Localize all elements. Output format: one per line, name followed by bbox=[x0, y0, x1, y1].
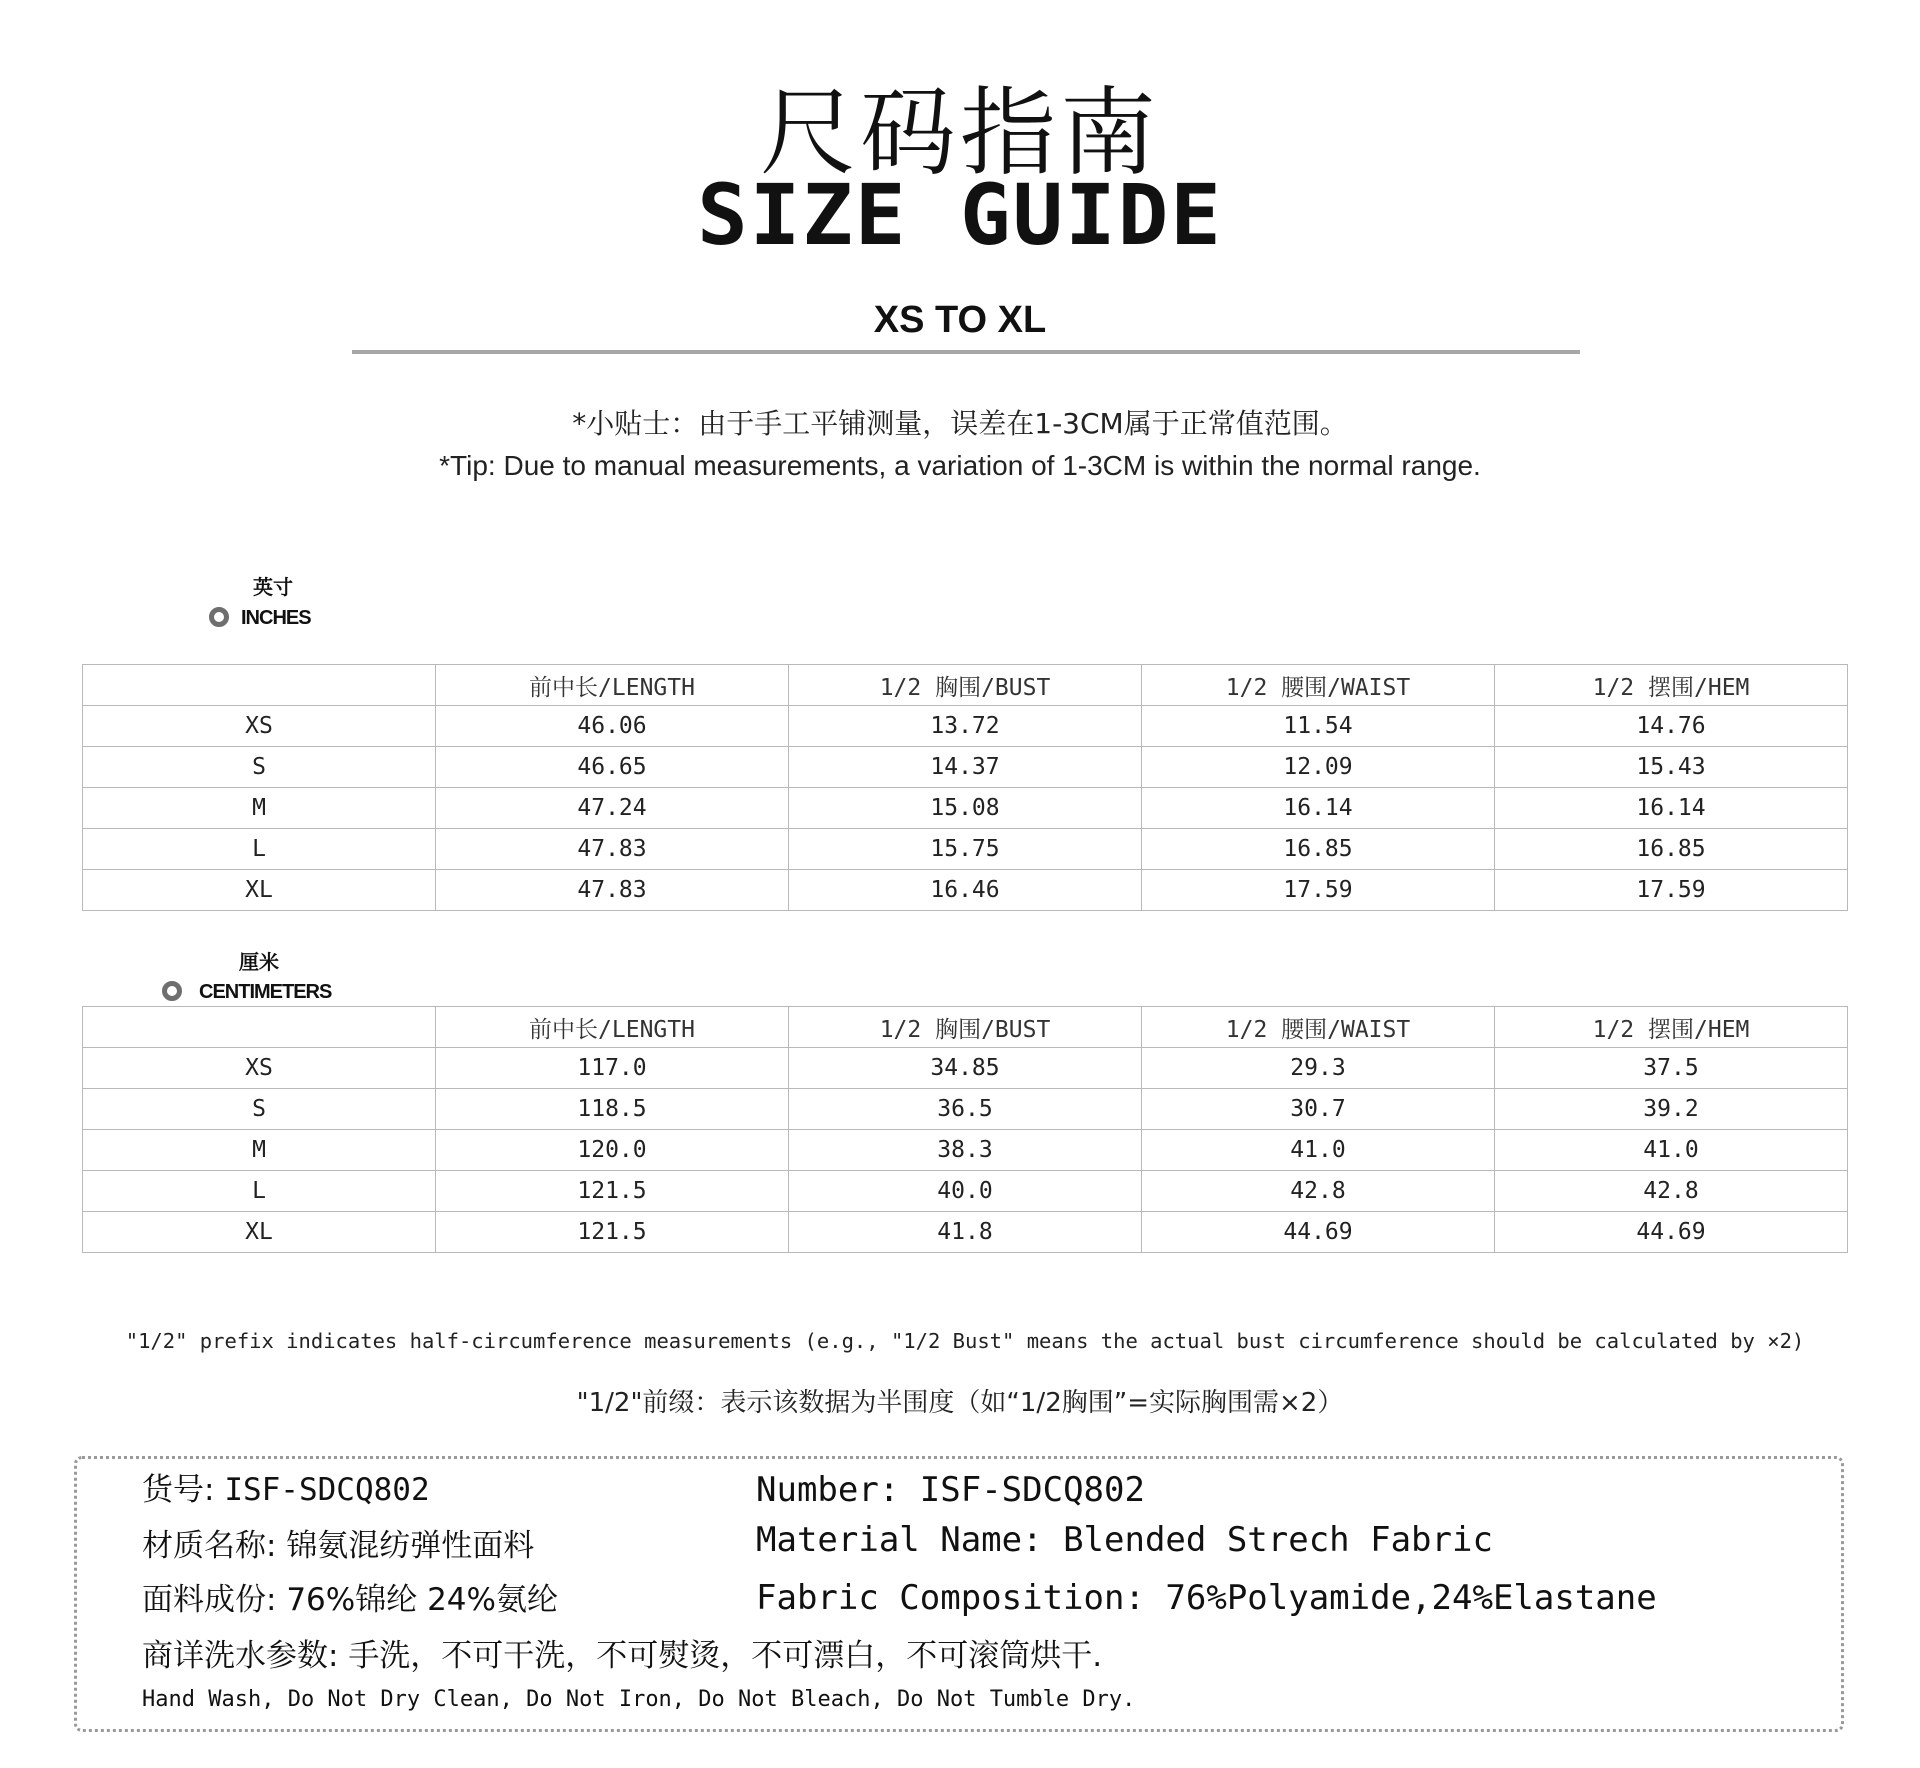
product-number-en-label: Number: bbox=[756, 1470, 900, 1510]
size-cell: XS bbox=[83, 706, 436, 747]
size-cell: L bbox=[83, 1171, 436, 1212]
fabric-composition-cn-value: 76%锦纶 24%氨纶 bbox=[286, 1582, 558, 1618]
size-cell: XL bbox=[83, 870, 436, 911]
half-measurement-note-chinese: "1/2"前缀：表示该数据为半围度（如“1/2胸围”=实际胸围需×2） bbox=[576, 1388, 1344, 1418]
length-cell: 117.0 bbox=[436, 1048, 789, 1089]
page-title-chinese: 尺码指南 bbox=[760, 77, 1160, 189]
bust-cell: 36.5 bbox=[789, 1089, 1142, 1130]
size-range-heading: XS TO XL bbox=[873, 299, 1047, 341]
waist-cell: 11.54 bbox=[1142, 706, 1495, 747]
bust-cell: 34.85 bbox=[789, 1048, 1142, 1089]
hem-cell: 42.8 bbox=[1495, 1171, 1848, 1212]
bust-cell: 41.8 bbox=[789, 1212, 1142, 1253]
hem-cell: 17.59 bbox=[1495, 870, 1848, 911]
waist-cell: 29.3 bbox=[1142, 1048, 1495, 1089]
centimeters-size-table bbox=[82, 1006, 1848, 1253]
bust-cell: 15.75 bbox=[789, 829, 1142, 870]
material-name-cn-label: 材质名称: bbox=[142, 1528, 277, 1564]
header-bust-cell: 1/2 胸围/BUST bbox=[789, 665, 1142, 706]
size-cell: M bbox=[83, 1130, 436, 1171]
fabric-composition-en bbox=[756, 1578, 1657, 1618]
care-instructions-cn bbox=[142, 1636, 1102, 1676]
hem-cell: 16.14 bbox=[1495, 788, 1848, 829]
hem-cell: 14.76 bbox=[1495, 706, 1848, 747]
size-cell: M bbox=[83, 788, 436, 829]
size-cell: L bbox=[83, 829, 436, 870]
product-number-cn-value: ISF-SDCQ802 bbox=[224, 1472, 430, 1508]
size-cell: S bbox=[83, 1089, 436, 1130]
header-bust-cell: 1/2 胸围/BUST bbox=[789, 1007, 1142, 1048]
table-row bbox=[83, 1130, 1848, 1171]
hem-cell: 37.5 bbox=[1495, 1048, 1848, 1089]
fabric-composition-cn-label: 面料成份: bbox=[142, 1582, 277, 1618]
waist-cell: 42.8 bbox=[1142, 1171, 1495, 1212]
waist-cell: 44.69 bbox=[1142, 1212, 1495, 1253]
header-waist-cell: 1/2 腰围/WAIST bbox=[1142, 1007, 1495, 1048]
hem-cell: 16.85 bbox=[1495, 829, 1848, 870]
product-number-cn-label: 货号: bbox=[142, 1472, 215, 1508]
header-size-cell bbox=[83, 665, 436, 706]
care-instructions-cn-label: 商详洗水参数: bbox=[142, 1638, 339, 1674]
header-hem-cell: 1/2 摆围/HEM bbox=[1495, 665, 1848, 706]
fabric-composition-en-value: 76%Polyamide,24%Elastane bbox=[1165, 1578, 1657, 1618]
bust-cell: 40.0 bbox=[789, 1171, 1142, 1212]
table-row bbox=[83, 747, 1848, 788]
bust-cell: 38.3 bbox=[789, 1130, 1142, 1171]
size-cell: XS bbox=[83, 1048, 436, 1089]
inches-bullet-icon bbox=[209, 607, 229, 627]
length-cell: 47.24 bbox=[436, 788, 789, 829]
length-cell: 121.5 bbox=[436, 1212, 789, 1253]
header-hem-cell: 1/2 摆围/HEM bbox=[1495, 1007, 1848, 1048]
header-size-cell bbox=[83, 1007, 436, 1048]
fabric-composition-en-label: Fabric Composition: bbox=[756, 1578, 1145, 1618]
waist-cell: 16.14 bbox=[1142, 788, 1495, 829]
care-instructions-en: Hand Wash, Do Not Dry Clean, Do Not Iron, Do Not Bleach, Do Not Tumble Dry. bbox=[142, 1687, 1136, 1712]
table-row bbox=[83, 1089, 1848, 1130]
centimeters-label-chinese: 厘米 bbox=[239, 950, 279, 974]
length-cell: 47.83 bbox=[436, 870, 789, 911]
waist-cell: 12.09 bbox=[1142, 747, 1495, 788]
table-row bbox=[83, 706, 1848, 747]
table-header-row bbox=[83, 1007, 1848, 1048]
bust-cell: 16.46 bbox=[789, 870, 1142, 911]
material-name-cn-value: 锦氨混纺弹性面料 bbox=[286, 1528, 535, 1564]
measurement-tip-chinese: *小贴士：由于手工平铺测量，误差在1-3CM属于正常值范围。 bbox=[572, 407, 1348, 440]
material-name-cn bbox=[142, 1526, 534, 1566]
header-length-cell: 前中长/LENGTH bbox=[436, 665, 789, 706]
hem-cell: 41.0 bbox=[1495, 1130, 1848, 1171]
product-number-en bbox=[756, 1470, 1145, 1510]
size-cell: S bbox=[83, 747, 436, 788]
table-row bbox=[83, 1212, 1848, 1253]
header-length-cell: 前中长/LENGTH bbox=[436, 1007, 789, 1048]
table-header-row bbox=[83, 665, 1848, 706]
hem-cell: 39.2 bbox=[1495, 1089, 1848, 1130]
waist-cell: 16.85 bbox=[1142, 829, 1495, 870]
table-row bbox=[83, 788, 1848, 829]
header-waist-cell: 1/2 腰围/WAIST bbox=[1142, 665, 1495, 706]
centimeters-label-english: CENTIMETERS bbox=[199, 981, 332, 1003]
length-cell: 46.06 bbox=[436, 706, 789, 747]
bust-cell: 15.08 bbox=[789, 788, 1142, 829]
table-row bbox=[83, 829, 1848, 870]
half-measurement-note-english: "1/2" prefix indicates half-circumference measurements (e.g., "1/2 Bust" means the actual bust circumference should be calculated by ×2) bbox=[125, 1329, 1805, 1353]
waist-cell: 17.59 bbox=[1142, 870, 1495, 911]
heading-divider bbox=[352, 350, 1580, 354]
length-cell: 47.83 bbox=[436, 829, 789, 870]
length-cell: 120.0 bbox=[436, 1130, 789, 1171]
page-title-english: SIZE GUIDE bbox=[697, 166, 1223, 264]
length-cell: 118.5 bbox=[436, 1089, 789, 1130]
bust-cell: 14.37 bbox=[789, 747, 1142, 788]
measurement-tip-english: *Tip: Due to manual measurements, a variation of 1-3CM is within the normal range. bbox=[439, 450, 1481, 481]
hem-cell: 15.43 bbox=[1495, 747, 1848, 788]
material-name-en-label: Material Name: bbox=[756, 1520, 1043, 1560]
care-instructions-cn-value: 手洗，不可干洗，不可熨烫，不可漂白，不可滚筒烘干. bbox=[348, 1638, 1103, 1674]
size-cell: XL bbox=[83, 1212, 436, 1253]
product-number-cn bbox=[142, 1470, 430, 1510]
table-row bbox=[83, 1048, 1848, 1089]
material-name-en-value: Blended Strech Fabric bbox=[1063, 1520, 1493, 1560]
product-number-en-value: ISF-SDCQ802 bbox=[919, 1470, 1145, 1510]
material-name-en bbox=[756, 1520, 1493, 1560]
inches-label-english: INCHES bbox=[241, 607, 311, 629]
table-row bbox=[83, 1171, 1848, 1212]
centimeters-bullet-icon bbox=[162, 981, 182, 1001]
fabric-composition-cn bbox=[142, 1580, 558, 1620]
length-cell: 121.5 bbox=[436, 1171, 789, 1212]
bust-cell: 13.72 bbox=[789, 706, 1142, 747]
hem-cell: 44.69 bbox=[1495, 1212, 1848, 1253]
inches-label-chinese: 英寸 bbox=[253, 575, 293, 599]
table-row bbox=[83, 870, 1848, 911]
length-cell: 46.65 bbox=[436, 747, 789, 788]
waist-cell: 30.7 bbox=[1142, 1089, 1495, 1130]
inches-size-table bbox=[82, 664, 1848, 911]
waist-cell: 41.0 bbox=[1142, 1130, 1495, 1171]
